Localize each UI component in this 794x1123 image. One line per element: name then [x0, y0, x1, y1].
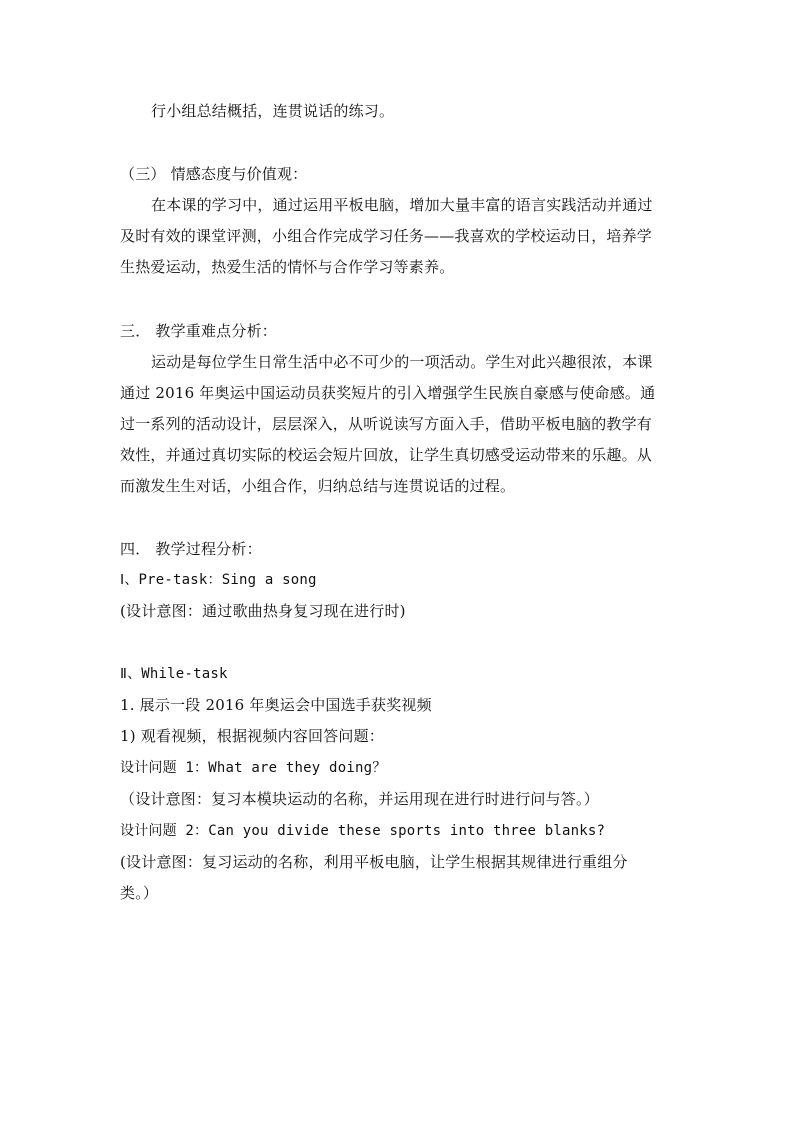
- question-1: 设计问题 1：What are they doing？: [120, 760, 387, 776]
- section3-heading: （三） 情感态度与价值观：: [120, 165, 308, 183]
- key-points-heading: 三． 教学重难点分析：: [120, 322, 277, 340]
- paragraph-line: 而激发生生对话，小组合作，归纳总结与连贯说话的过程。: [120, 477, 516, 495]
- step-1-1: 1) 观看视频，根据视频内容回答问题：: [120, 727, 384, 745]
- paragraph-line: 生热爱运动，热爱生活的情怀与合作学习等素养。: [120, 258, 455, 276]
- paragraph-line: 及时有效的课堂评测，小组合作完成学习任务——我喜欢的学校运动日，培养学: [120, 227, 653, 245]
- section2-tail-text: 行小组总结概括，连贯说话的练习。: [151, 102, 395, 120]
- paragraph-line: 通过 2016 年奥运中国运动员获奖短片的引入增强学生民族自豪感与使命感。通: [120, 384, 656, 402]
- paragraph-line: 过一系列的活动设计，层层深入，从听说读写方面入手，借助平板电脑的教学有: [120, 415, 653, 433]
- step-1: 1. 展示一段 2016 年奥运会中国选手获奖视频: [120, 696, 432, 714]
- question-1-intent: （设计意图：复习本模块运动的名称，并运用现在进行时进行问与答。）: [120, 790, 599, 808]
- question-2-intent-line: 类。）: [120, 884, 159, 902]
- while-task-line: Ⅱ、While-task: [120, 666, 228, 682]
- process-heading: 四． 教学过程分析：: [120, 540, 262, 558]
- paragraph-line: 运动是每位学生日常生活中必不可少的一项活动。学生对此兴趣很浓，本课: [151, 353, 653, 371]
- paragraph-line: 在本课的学习中，通过运用平板电脑，增加大量丰富的语言实践活动并通过: [151, 196, 653, 214]
- question-2-intent-line: (设计意图：复习运动的名称，利用平板电脑，让学生根据其规律进行重组分: [120, 853, 628, 871]
- pre-task-intent: (设计意图：通过歌曲热身复习现在进行时): [120, 602, 406, 620]
- pre-task-line: Ⅰ、Pre-task：Sing a song: [120, 572, 317, 588]
- paragraph-line: 效性，并通过真切实际的校运会短片回放，让学生真切感受运动带来的乐趣。从: [120, 446, 653, 464]
- question-2: 设计问题 2：Can you divide these sports into three blanks?: [120, 823, 606, 839]
